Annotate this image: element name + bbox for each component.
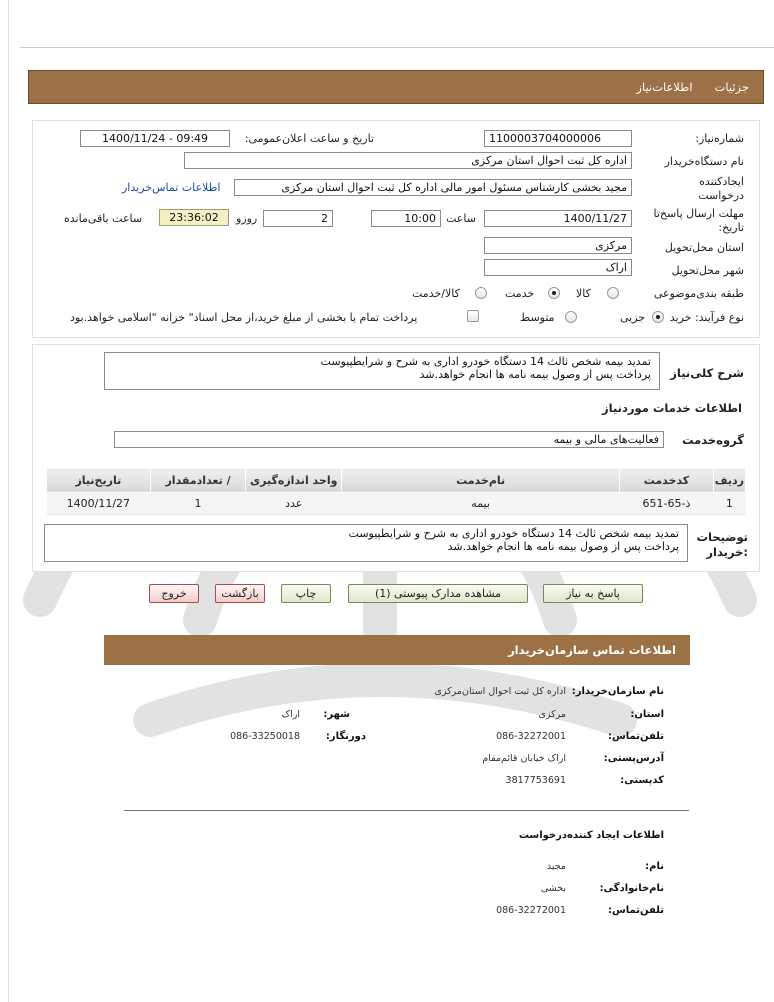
contact-separator <box>124 810 689 811</box>
col-date-header: تاریخ‌نیاز <box>47 469 151 493</box>
cell-name: بیمه <box>342 493 620 515</box>
province-label: استان محل‌تحویل <box>664 241 744 254</box>
creator-name-value: مجید <box>546 861 566 872</box>
contact-province-label: استان: <box>630 709 664 720</box>
contact-phone-label: تلفن‌تماس: <box>607 731 664 742</box>
creator-phone-label: تلفن‌تماس: <box>607 905 664 916</box>
process-partial-label: جزیی <box>620 311 646 324</box>
contact-address-value: اراک خیابان قائم‌مقام <box>482 753 566 764</box>
contact-address-label: آدرس‌پستی: <box>603 753 664 764</box>
day-label: روزو <box>236 212 258 225</box>
creator-phone-value: 086-32272001 <box>496 905 566 916</box>
service-group-field: فعالیت‌های مالی و بیمه <box>114 431 664 448</box>
header-bar <box>28 70 764 104</box>
contact-postal-value: 3817753691 <box>505 775 566 786</box>
service-group-label: گروه‌خدمت <box>681 433 744 447</box>
contact-fax-label: دورنگار: <box>325 731 366 742</box>
creator-family-label: نام‌خانوادگی: <box>599 883 664 894</box>
payment-note: پرداخت تمام یا بخشی از مبلغ خرید،از محل اسناد" خزانه "اسلامی خواهد.بود <box>70 311 418 324</box>
buyer-desc-textarea <box>44 524 688 562</box>
reply-button[interactable]: پاسخ به نیاز <box>543 584 643 603</box>
cell-unit: عدد <box>246 493 342 515</box>
creator-label: ایجادکننده <box>699 175 744 188</box>
top-divider <box>20 47 774 48</box>
col-row-header: ردیف <box>713 469 745 493</box>
col-code-header: کدخدمت <box>620 469 714 493</box>
contact-header: اطلاعات تماس سازمان‌خریدار <box>104 635 690 665</box>
category-both-radio[interactable] <box>475 287 487 299</box>
category-goods-radio[interactable] <box>607 287 619 299</box>
creator-info-heading: اطلاعات ایجاد کننده‌درخواست <box>518 830 664 841</box>
category-goods-label: کالا <box>576 287 591 300</box>
deadline-time-field: 10:00 <box>371 210 441 227</box>
services-table <box>46 468 746 515</box>
summary-line-1: تمدید بیمه شخص ثالث 14 دستگاه خودرو اداری به شرح و شرایطپیوست <box>320 355 651 368</box>
cell-row: 1 <box>713 493 745 515</box>
contact-phone-value: 086-32272001 <box>496 731 566 742</box>
cell-date: 1400/11/27 <box>47 493 151 515</box>
need-number-field: 1100003704000006 <box>484 130 632 147</box>
time-label: ساعت <box>446 212 476 225</box>
category-label: طبقه بندی‌موضوعی <box>653 287 744 300</box>
deadline-date-field: 1400/11/27 <box>484 210 632 227</box>
summary-line-2: پرداخت پس از وصول بیمه نامه ها انجام خواهد.شد <box>419 368 651 381</box>
deadline-label-2: تاریخ: <box>718 221 744 234</box>
table-row <box>47 493 746 515</box>
process-label: نوع فرآیند: خرید <box>669 311 744 324</box>
services-info-heading: اطلاعات خدمات موردنیاز <box>602 401 742 415</box>
process-medium-radio[interactable] <box>565 311 577 323</box>
city-field: اراک <box>484 259 632 276</box>
days-field: 2 <box>263 210 333 227</box>
contact-city-label: شهر: <box>323 709 350 720</box>
buyer-desc-line-1: تمدید بیمه شخص ثالث 14 دستگاه خودرو اداری به شرح و شرایطپیوست <box>348 527 679 540</box>
buyer-desc-label: توضیحات <box>696 530 748 544</box>
creator-name-label: نام: <box>645 861 664 872</box>
category-both-label: کالا/خدمت <box>412 287 460 300</box>
tab-need-info[interactable]: اطلاعات‌نیاز <box>636 80 693 94</box>
page-left-border <box>8 0 9 1002</box>
col-qty-header: / تعدادمقدار <box>150 469 246 493</box>
cell-qty: 1 <box>150 493 246 515</box>
attachments-button[interactable]: مشاهده مدارک پیوستی (1) <box>348 584 528 603</box>
buyer-desc-label-2: :خریدار <box>706 545 748 559</box>
province-field: مرکزی <box>484 237 632 254</box>
summary-textarea <box>104 352 660 390</box>
buyer-desc-line-2: پرداخت پس از وصول بیمه نامه ها انجام خواهد.شد <box>447 540 679 553</box>
remaining-label: ساعت باقی‌مانده <box>64 212 143 225</box>
announce-date-field: 1400/11/24 - 09:49 <box>80 130 230 147</box>
exit-button[interactable]: خروج <box>149 584 199 603</box>
back-button[interactable]: بازگشت <box>215 584 265 603</box>
cell-code: ذ-65-651 <box>620 493 714 515</box>
creator-label-2: درخواست <box>698 189 744 202</box>
buyer-org-field: اداره کل ثبت احوال استان مرکزی <box>184 152 632 169</box>
print-button[interactable]: چاپ <box>281 584 331 603</box>
contact-org-label: نام سازمان‌خریدار: <box>571 686 664 697</box>
col-name-header: نام‌خدمت <box>342 469 620 493</box>
contact-fax-value: 086-33250018 <box>230 731 300 742</box>
category-service-radio[interactable] <box>548 287 560 299</box>
buyer-contact-link[interactable]: اطلاعات تماس‌خریدار <box>122 181 221 194</box>
payment-checkbox[interactable] <box>467 310 479 322</box>
buyer-org-label: نام دستگاه‌خریدار <box>664 155 744 168</box>
deadline-label: مهلت ارسال پاسخ‌تا <box>653 207 744 220</box>
creator-family-value: بخشی <box>540 883 566 894</box>
process-medium-label: متوسط <box>520 311 555 324</box>
creator-field: مجید بخشی کارشناس مسئول امور مالی اداره کل ثبت احوال استان مرکزی <box>234 179 632 196</box>
tab-details[interactable]: جزئیات <box>714 80 749 94</box>
need-number-label: شماره‌نیاز: <box>695 132 744 145</box>
contact-city-value: اراک <box>281 709 300 720</box>
summary-label: شرح کلی‌نیاز <box>670 366 744 380</box>
announce-date-label: تاریخ و ساعت اعلان‌عمومی: <box>244 132 374 145</box>
city-label: شهر محل‌تحویل <box>671 264 744 277</box>
countdown-field: 23:36:02 <box>159 209 229 226</box>
contact-postal-label: کدپستی: <box>620 775 664 786</box>
col-unit-header: واحد اندازه‌گیری <box>246 469 342 493</box>
process-partial-radio[interactable] <box>652 311 664 323</box>
category-service-label: خدمت <box>505 287 535 300</box>
contact-org-value: اداره کل ثبت احوال استان‌مرکزی <box>434 686 566 697</box>
contact-province-value: مرکزی <box>538 709 566 720</box>
